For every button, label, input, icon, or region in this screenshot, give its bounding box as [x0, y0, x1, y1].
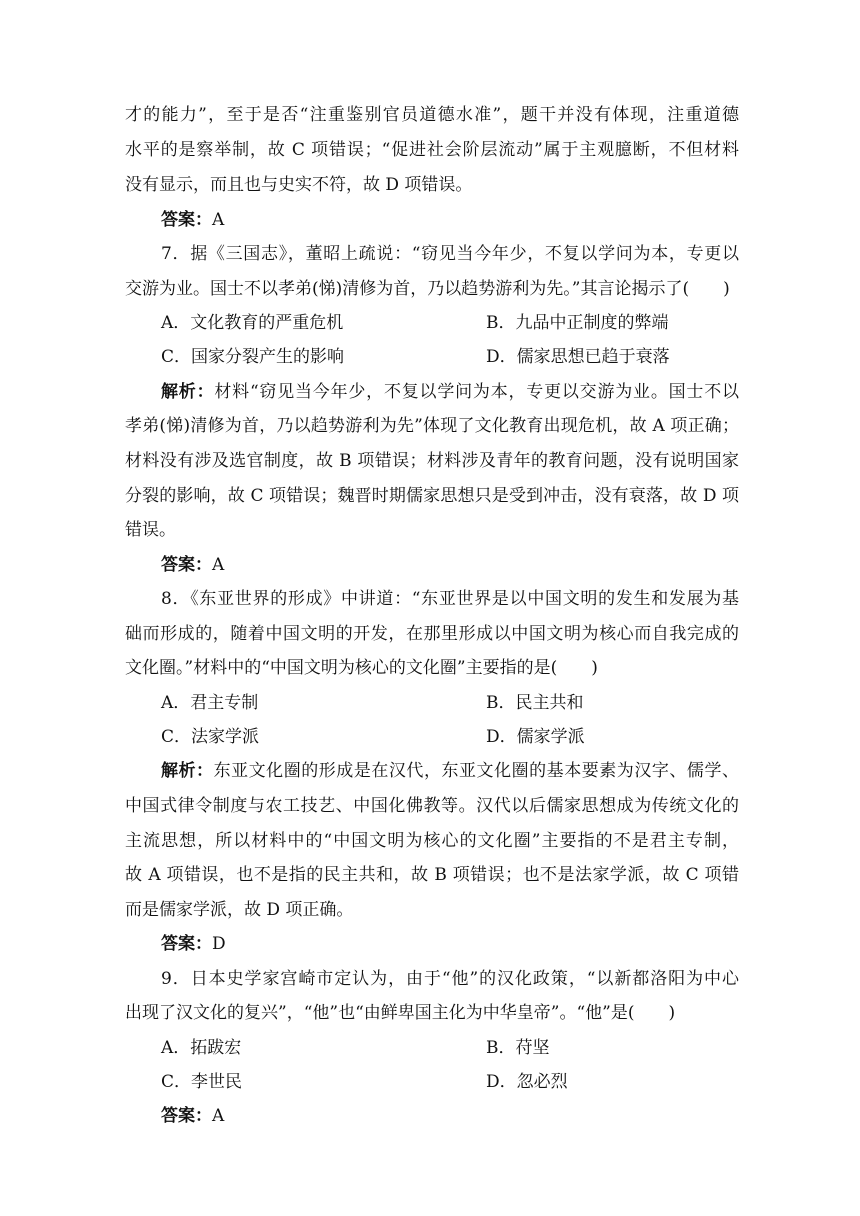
- analysis-text: 东亚文化圈的形成是在汉代，东亚文化圈的基本要素为汉字、儒学、: [213, 761, 739, 781]
- analysis-label: 解析：: [161, 382, 215, 402]
- q8-analysis-line-3: 主流思想，所以材料中的“中国文明为核心的文化圈”主要指的不是君主专制，: [125, 831, 739, 851]
- q7-option-d: D．儒家思想已趋于衰落: [486, 347, 670, 367]
- q7-answer: [161, 554, 739, 576]
- answer-label: 答案：: [161, 210, 212, 230]
- q9-stem-line-1: 9．日本史学家宫崎市定认为，由于“他”的汉化政策，“以新都洛阳为中心: [161, 969, 739, 989]
- q8-stem-line-3: 文化圈。”材料中的“中国文明为核心的文化圈”主要指的是( ): [125, 658, 598, 678]
- q7-analysis-line-4: 分裂的影响，故 C 项错误；魏晋时期儒家思想只是受到冲击，没有衰落，故 D 项: [125, 486, 739, 506]
- q8-analysis-line-4: 故 A 项错误，也不是指的民主共和，故 B 项错误；也不是法家学派，故 C 项错: [125, 865, 739, 885]
- answer-label: 答案：: [161, 934, 212, 954]
- q7-option-c: C．国家分裂产生的影响: [161, 347, 345, 367]
- answer-value: A: [212, 210, 225, 230]
- q8-analysis-line-2: 中国式律令制度与农工技艺、中国化佛教等。汉代以后儒家思想成为传统文化的: [125, 796, 739, 816]
- q7-analysis-line-2: 孝弟(悌)清修为首，乃以趋势游利为先”体现了文化教育出现危机，故 A 项正确；: [125, 416, 739, 436]
- q8-option-c: C．法家学派: [161, 727, 260, 747]
- q9-option-d: D．忽必烈: [486, 1072, 568, 1092]
- answer-value: A: [212, 1106, 225, 1126]
- answer-label: 答案：: [161, 1106, 212, 1126]
- q7-stem-line-1: 7．据《三国志》，董昭上疏说：“窃见当今年少，不复以学问为本，专更以: [161, 244, 739, 264]
- q6-analysis-line-3: 没有显示，而且也与史实不符，故 D 项错误。: [125, 175, 473, 195]
- q8-stem-line-2: 础而形成的，随着中国文明的开发，在那里形成以中国文明为核心而自我完成的: [125, 624, 739, 644]
- analysis-label: 解析：: [161, 761, 214, 781]
- q8-answer: [161, 933, 739, 955]
- q7-analysis-line-1: [161, 381, 739, 403]
- q8-option-b: B．民主共和: [486, 693, 584, 713]
- q8-analysis-line-1: [161, 760, 739, 782]
- q7-option-b: B．九品中正制度的弊端: [486, 313, 669, 333]
- q9-stem-line-2: 出现了汉文化的复兴”，“他”也“由鲜卑国主化为中华皇帝”。“他”是( ): [125, 1003, 676, 1023]
- q9-option-a: A．拓跋宏: [161, 1038, 242, 1058]
- q7-analysis-line-5: 错误。: [125, 520, 176, 540]
- answer-value: D: [212, 934, 226, 954]
- q8-option-d: D．儒家学派: [486, 727, 585, 747]
- q9-answer: [161, 1105, 739, 1127]
- q6-analysis-line-2: 水平的是察举制，故 C 项错误；“促进社会阶层流动”属于主观臆断，不但材料: [125, 140, 739, 160]
- q7-analysis-line-3: 材料没有涉及选官制度，故 B 项错误；材料涉及青年的教育问题，没有说明国家: [125, 451, 739, 471]
- q8-analysis-line-5: 而是儒家学派，故 D 项正确。: [125, 900, 354, 920]
- answer-value: A: [212, 555, 225, 575]
- q9-option-c: C．李世民: [161, 1072, 243, 1092]
- q7-stem-line-2: 交游为业。国士不以孝弟(悌)清修为首，乃以趋势游利为先。”其言论揭示了( ): [125, 279, 730, 299]
- q6-analysis-line-1: 才的能力”，至于是否“注重鉴别官员道德水准”，题干并没有体现，注重道德: [125, 105, 739, 125]
- answer-label: 答案：: [161, 555, 212, 575]
- analysis-text: 材料“窃见当今年少，不复以学问为本，专更以交游为业。国士不以: [214, 382, 739, 402]
- q8-option-a: A．君主专制: [161, 693, 259, 713]
- q6-answer: [161, 209, 739, 231]
- q8-stem-line-1: 8．《东亚世界的形成》中讲道：“东亚世界是以中国文明的发生和发展为基: [161, 589, 739, 609]
- q7-option-a: A．文化教育的严重危机: [161, 313, 344, 333]
- q9-option-b: B．苻坚: [486, 1038, 550, 1058]
